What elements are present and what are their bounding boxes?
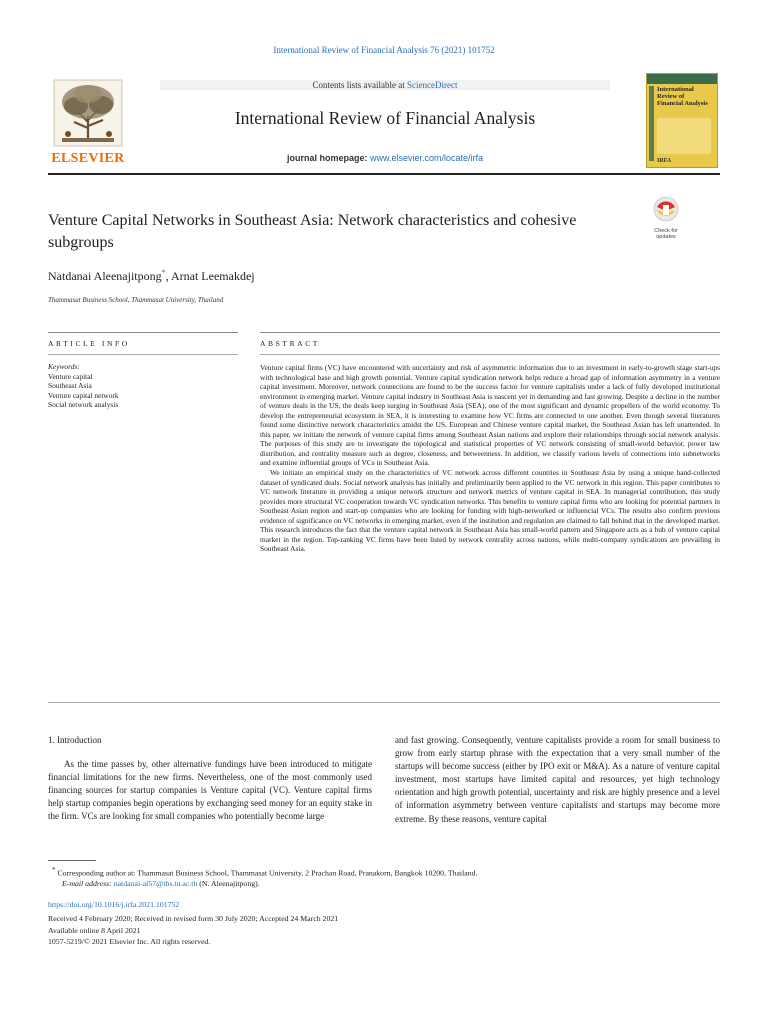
cover-side-stripe [649,86,654,161]
author-affiliation: Thammasat Business School, Thammasat University, Thailand [48,296,224,304]
crossmark-label-2: updates [656,234,676,240]
publication-history [48,913,338,948]
email-label: E-mail address: [62,879,112,888]
keyword-item: Southeast Asia [48,381,92,391]
abstract-body [260,363,720,554]
journal-citation-link[interactable]: International Review of Financial Analysis 76 (2021) 101752 [273,45,495,55]
body-text-right-column: and fast growing. Consequently, venture capitalists provide a room for small business to grow from early startup phrase with the expectation that a very small number of the startups will become success (either by IPO exit or M&A). As a nature of venture capital investment, most startups have limited capital and resources, yet high technology orientation and high growth potential, uncertainty and risk are highly presence and a level of information asymmetry between venture capitalists and startups may become more extreme. By these reasons, venture capital [395,735,720,824]
sciencedirect-link[interactable]: ScienceDirect [407,80,458,90]
abstract-bottom-rule [48,702,720,703]
article-info-divider [48,354,238,355]
abstract-top-rule [260,332,720,333]
elsevier-wordmark: ELSEVIER [51,151,125,166]
body-text-left-column: As the time passes by, other alternative fundings have been introduced to mitigate financial limitations for the new firms. Nevertheless, one of the most commonly used financing sources for startup companies is Venture capital (VC). Venture capital firms help startup companies begin operations by exchanging seed money for an equity stake in the firm. VCs are looking for small companies who potentially become large [48,759,372,822]
article-info-top-rule [48,332,238,333]
footnote-rule [48,860,96,861]
check-for-updates-button[interactable] [646,195,686,240]
author-separator: , [165,269,171,283]
email-link[interactable]: natdanai-al57@tbs.tu.ac.th [113,879,198,888]
author-name[interactable]: Arnat Leemakdej [170,269,255,283]
keyword-item: Venture capital [48,371,93,381]
abstract-divider [260,354,720,355]
email-footnote [62,879,734,888]
cover-footer-label: IRFA [657,158,672,164]
author-name[interactable]: Natdanai Aleenajitpong [48,269,162,283]
footnote-mark: * [52,866,56,874]
journal-homepage [160,153,610,163]
crossmark-icon [646,195,686,223]
crossmark-label-1: Check for [654,228,678,234]
abstract-heading: ABSTRACT [260,339,320,348]
copyright-notice: 1057-5219/© 2021 Elsevier Inc. All rights reserved. [48,937,211,946]
available-online-date: Available online 8 April 2021 [48,925,141,935]
abstract-paragraph: We initiate an empirical study on the characteristics of VC network across different countries in Southeast Asia by using a unique hand-collected dataset of syndicated deals. Social network analysis has initially and preliminarily been applied to the VC network in this region. This paper contributes to VC network literature in providing a unique network structure and network metrics of venture capital in SEA. In managerial contribution, this study provides more structural VC cooperation towards VC syndication networks. This benefits to venture capital firms who are looking for potential partners in Southeast Asian region and start-up companies who are looking for funding with high-networked or influencial VCs. The results also confirm previous evidence of significance on VC networks in emerging market, even if the institution and regulation are claimed to fall behind that in the developed market. This research introduces the fact that the venture capital network in Southeast Asia has small-world pattern and Singapore acts as a hub of venture capital market in the region. Top-ranking VC firms have been listed by network centrality across nations, while multi-company syndications are prevailing in Southeast Asia. [260,468,720,554]
contents-availability [160,80,610,90]
homepage-label: journal homepage: [286,153,370,163]
abstract-paragraph: Venture capital firms (VC) have encountered with uncertainty and risk of asymmetric information due to an investment in early-to-growth stage start-ups with technological base and high growth potential. Venture capital syndication network helps reduce a broad gap of information asymmetry in a venture capital investment. Moreover, network connections are found to be the success factor for venture capitalists under a lack of fully developed institutional environment in emerging market. Venture capital industry in Southeast Asia is nascent yet in demanding and fast growing. Despite a decline in the number of venture deals in the US, the deals keep surging in Southeast Asia (SEA), one of the most significant and dynamic propellers of the world economy. To develop the entrepreneurial ecosystem in SEA, it is interesting to examine how VC firms are connected to one another. Even though several literatures found some distinctive network characteristics amidst the US, European and Chinese venture capital market, the Southeast Asian has left unattended. In this paper, we initiate the network of venture capital firms among Southeast Asian nations and explore their relationships through social network analysis. The purposes of this study are to investigate the topological and statistical properties of VC network consisting of small-world behavior, power law distribution, and centrality measure such as degree, closeness, and betweenness. In addition, we classify various levels of connections into subnetworks and examine influential groups of VCs in Southeast Asia. [260,363,720,468]
keyword-item: Social network analysis [48,400,119,410]
cover-content-area [657,118,711,154]
received-dates: Received 4 February 2020; Received in revised form 30 July 2020; Accepted 24 March 2021 [48,914,339,923]
homepage-link[interactable]: www.elsevier.com/locate/irfa [369,153,484,163]
keywords-block [48,362,238,410]
journal-title: International Review of Financial Analysis [234,108,536,128]
article-info-heading: ARTICLE INFO [48,339,130,348]
keywords-label: Keywords: [48,362,80,371]
journal-cover-image [646,73,718,168]
cover-header-band [647,74,717,84]
corresponding-author-footnote [52,866,724,878]
footnote-text: Corresponding author at: Thammasat Business School, Thammasat University, 2 Prachan Road, Pranakorn, Bangkok 10200, Thailand. [55,868,478,878]
cover-title: International Review of Financial Analysis [657,86,708,107]
doi-link[interactable]: https://doi.org/10.1016/j.irfa.2021.101752 [48,900,180,909]
contents-prefix: Contents lists available at [312,80,407,90]
author-list [48,268,255,284]
section-heading-introduction: 1. Introduction [48,735,102,745]
article-title: Venture Capital Networks in Southeast Asia: Network characteristics and cohesive subgroups [48,212,577,251]
corresponding-author-mark[interactable]: * [161,268,166,277]
keyword-item: Venture capital network [48,390,119,400]
email-suffix: (N. Aleenajitpong). [197,879,260,888]
